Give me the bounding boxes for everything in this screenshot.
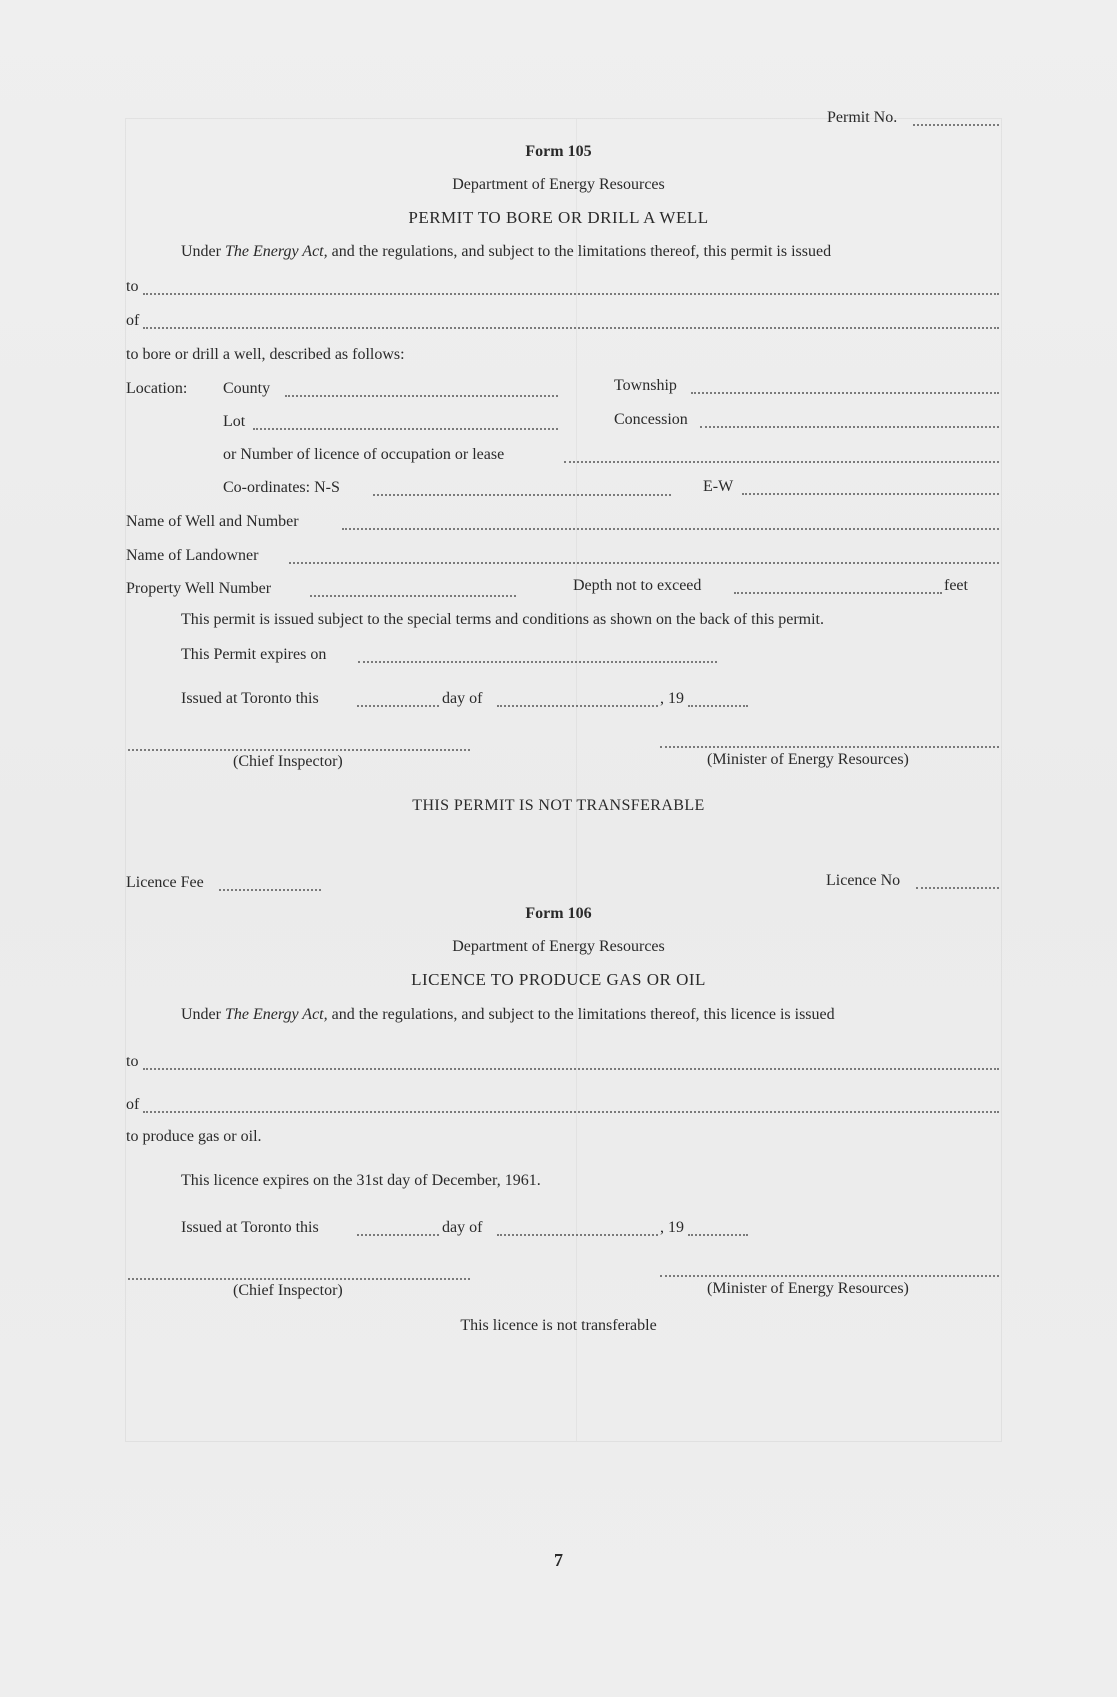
licence-of-label: of [126,1096,140,1113]
ew-field[interactable] [742,493,999,495]
day-of-label: day of [442,690,483,707]
permit-expires-label: This Permit expires on [181,646,327,663]
year-prefix-label: , 19 [660,690,684,707]
licence-chief-inspector-label: (Chief Inspector) [233,1282,343,1299]
preamble-suffix: and the regulations, and subject to the limitations thereof, this licence is issued [327,1006,835,1023]
licence-no-label: Licence No [826,872,901,889]
form-105-preamble [181,244,831,260]
licence-issued-year-field[interactable] [688,1234,748,1236]
county-field[interactable] [285,395,558,397]
coordinates-ns-label: Co-ordinates: N-S [223,479,340,496]
act-name: The Energy Act, [224,243,328,260]
feet-label: feet [944,577,968,594]
bleed-through-shadow [125,118,1002,1442]
licence-issued-day-field[interactable] [357,1234,439,1236]
licence-expires-text: This licence expires on the 31st day of December, 1961. [181,1172,541,1189]
form-106-preamble [181,1007,835,1023]
landowner-label: Name of Landowner [126,547,259,564]
form-106-title: Form 106 [525,905,592,922]
concession-label: Concession [614,411,688,428]
issued-at-label: Issued at Toronto this [181,690,319,707]
licence-year-prefix-label: , 19 [660,1219,684,1236]
coordinates-ns-field[interactable] [373,494,671,496]
preamble-suffix: and the regulations, and subject to the limitations thereof, this permit is issued [327,243,832,260]
of-label: of [126,312,140,329]
well-name-label: Name of Well and Number [126,513,299,530]
act-name: The Energy Act, [224,1006,328,1023]
to-label: to [126,278,139,295]
licence-issued-at-label: Issued at Toronto this [181,1219,319,1236]
licence-minister-label: (Minister of Energy Resources) [707,1280,909,1297]
issued-day-field[interactable] [357,705,439,707]
special-terms-text: This permit is issued subject to the special terms and conditions as shown on the back of this permit. [181,611,824,628]
well-name-field[interactable] [342,528,999,530]
chief-inspector-label: (Chief Inspector) [233,753,343,770]
licence-issued-month-field[interactable] [497,1234,658,1236]
issued-year-field[interactable] [688,705,748,707]
to-field[interactable] [143,293,999,295]
licence-not-transferable: This licence is not transferable [460,1317,657,1334]
form-105-department: Department of Energy Resources [452,176,665,193]
of-field[interactable] [143,327,999,329]
lot-field[interactable] [253,428,558,430]
landowner-field[interactable] [289,562,999,564]
ew-label: E-W [703,478,734,495]
form-106-department: Department of Energy Resources [452,938,665,955]
licence-chief-inspector-signature-line[interactable] [128,1278,470,1280]
licence-of-field[interactable] [143,1111,999,1113]
permit-no-label: Permit No. [827,109,898,126]
form-105-title: Form 105 [525,143,592,160]
preamble-prefix: Under [181,1006,225,1023]
licence-to-field[interactable] [143,1068,999,1070]
preamble-prefix: Under [181,243,225,260]
concession-field[interactable] [700,426,999,428]
minister-signature-line[interactable] [660,746,999,748]
permit-expires-field[interactable] [358,661,717,663]
depth-label: Depth not to exceed [573,577,702,594]
county-label: County [223,380,271,397]
bore-text: to bore or drill a well, described as follows: [126,346,405,363]
licence-fee-field[interactable] [219,889,321,891]
location-label: Location: [126,380,188,397]
licence-day-of-label: day of [442,1219,483,1236]
permit-not-transferable: THIS PERMIT IS NOT TRANSFERABLE [412,797,705,814]
licence-occupation-field[interactable] [564,461,999,463]
produce-text: to produce gas or oil. [126,1128,262,1145]
licence-fee-label: Licence Fee [126,874,204,891]
form-105-heading: PERMIT TO BORE OR DRILL A WELL [408,208,709,227]
property-well-label: Property Well Number [126,580,272,597]
licence-occupation-label: or Number of licence of occupation or lease [223,446,505,463]
township-field[interactable] [691,392,999,394]
property-well-field[interactable] [310,595,516,597]
licence-to-label: to [126,1053,139,1070]
permit-no-field[interactable] [913,124,999,126]
form-106-heading: LICENCE TO PRODUCE GAS OR OIL [411,970,706,989]
lot-label: Lot [223,413,246,430]
licence-no-field[interactable] [916,887,999,889]
township-label: Township [614,377,677,394]
depth-field[interactable] [734,592,942,594]
chief-inspector-signature-line[interactable] [128,749,470,751]
minister-label: (Minister of Energy Resources) [707,751,909,768]
issued-month-field[interactable] [497,705,658,707]
licence-minister-signature-line[interactable] [660,1275,999,1277]
page-number: 7 [554,1550,563,1570]
